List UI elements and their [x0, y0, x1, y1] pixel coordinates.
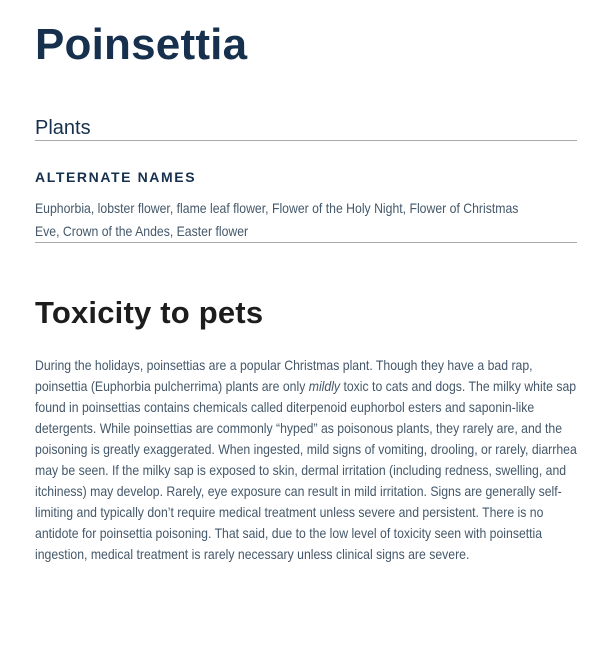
- toxicity-paragraph: [35, 355, 578, 565]
- section-heading-toxicity: Toxicity to pets: [35, 295, 264, 330]
- divider: [35, 140, 577, 141]
- toxicity-paragraph-part2: toxic to cats and dogs. The milky white sap found in poinsettias contains chemicals called diterpenoid euphorbol esters and saponin-like detergents. While poinsettias are commonly “hyped” as poisonous plants, they rarely are, and the poisoning is greatly exaggerated. When ingested, mild signs of vomiting, drooling, or rarely, diarrhea may be seen. If the milky sap is exposed to skin, dermal irritation (including redness, swelling, and itchiness) may develop. Rarely, eye exposure can result in mild irritation. Signs are generally self-limiting and typically don’t require medical treatment unless severe and persistent. There is no antidote for poinsettia poisoning. That said, due to the low level of toxicity seen with poinsettia ingestion, medical treatment is rarely necessary unless clinical signs are severe.: [35, 378, 577, 562]
- alternate-names-text: Euphorbia, lobster flower, flame leaf flower, Flower of the Holy Night, Flower of Christmas Eve, Crown of the Andes, Easter flower: [35, 200, 519, 239]
- page-title: Poinsettia: [35, 20, 248, 69]
- category-label: Plants: [35, 117, 91, 139]
- alternate-names-label: ALTERNATE NAMES: [35, 169, 197, 185]
- toxicity-paragraph-italic-word: mildly: [308, 378, 341, 394]
- toxicity-paragraph-part1: During the holidays, poinsettias are a popular Christmas plant. Though they have a bad rap, poinsettia (Euphorbia pulcherrima) plants are only: [35, 357, 533, 394]
- divider: [35, 242, 577, 243]
